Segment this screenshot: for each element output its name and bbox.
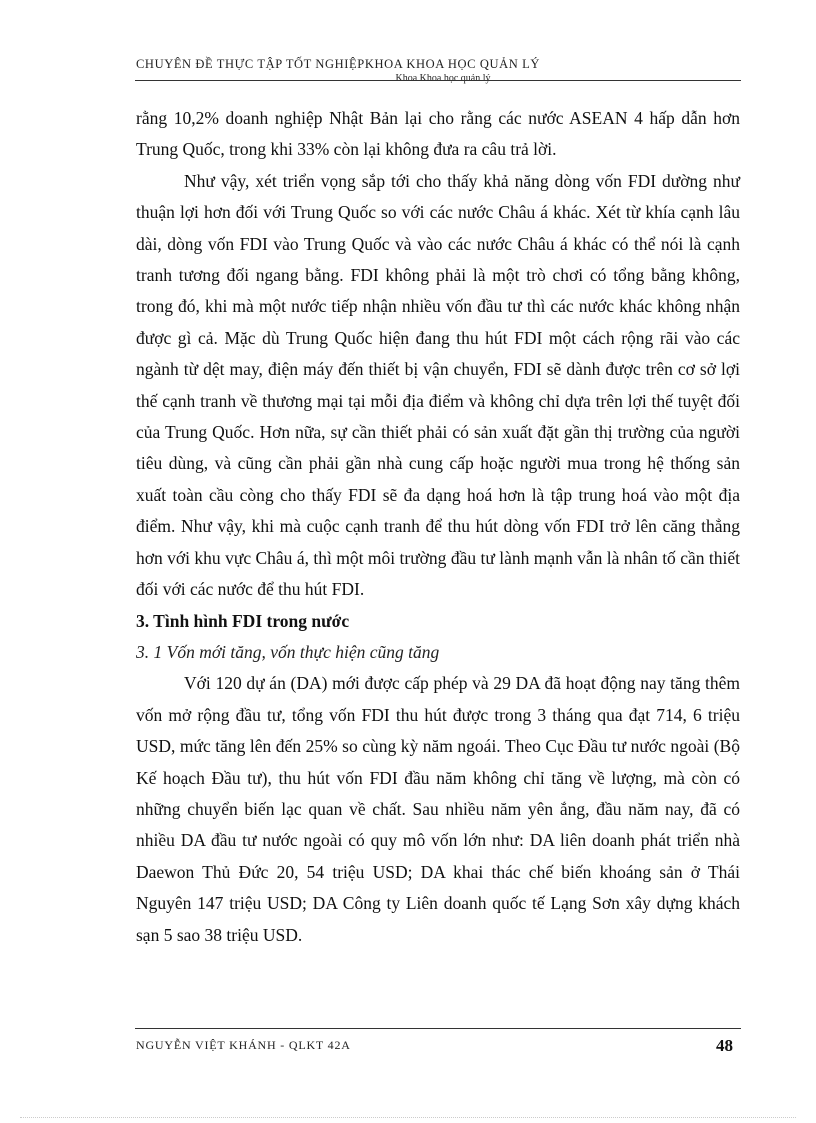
paragraph-2: Như vậy, xét triển vọng sắp tới cho thấy khả năng dòng vốn FDI dường như thuận lợi hơn đối với Trung Quốc so với các nước Châu á khác. Xét từ khía cạnh lâu dài, dòng vốn FDI vào Trung Quốc và vào các nước Châu á khác có thể nói là cạnh tranh tương đối ngang bằng. FDI không phải là một trò chơi có tổng bằng không, trong đó, khi mà một nước tiếp nhận nhiều vốn đầu tư thì các nước khác không nhận được gì cả. Mặc dù Trung Quốc hiện đang thu hút FDI một cách rộng rãi vào các ngành từ dệt may, điện máy đến thiết bị vận chuyển, FDI sẽ dành được trên cơ sở lợi thế cạnh tranh về thương mại tại mỗi địa điểm và không chỉ dựa trên lợi thế tuyệt đối của Trung Quốc. Hơn nữa, sự cần thiết phải có sản xuất đặt gần thị trường của người tiêu dùng, và cũng cần phải gần nhà cung cấp hoặc người mua trong hệ thống sản xuất toàn cầu còng cho thấy FDI sẽ đa dạng hoá hơn là tập trung hoá vào một địa điểm. Như vậy, khi mà cuộc cạnh tranh để thu hút dòng vốn FDI trở lên căng thẳng hơn với khu vực Châu á, thì một môi trường đầu tư lành mạnh vẫn là nhân tố cần thiết đối với các nước để thu hút FDI.	[136, 170, 740, 600]
section-heading-3: 3. Tình hình FDI trong nước	[136, 610, 350, 631]
header-title: CHUYÊN ĐỀ THỰC TẬP TỐT NGHIỆPKHOA KHOA HỌC QUẢN LÝ	[136, 57, 540, 71]
footer-author: NGUYỄN VIỆT KHÁNH - QLKT 42A	[136, 1038, 351, 1052]
page-number: 48	[716, 1036, 733, 1055]
page-bottom-border	[20, 1117, 796, 1118]
footer-divider	[135, 1028, 741, 1029]
page-body	[136, 103, 740, 951]
header-subtitle: Khoa Khoa học quản lý	[395, 73, 491, 84]
subsection-heading-3-1: 3. 1 Vốn mới tăng, vốn thực hiện cũng tăng	[136, 641, 440, 662]
header-divider	[135, 80, 741, 81]
paragraph-1: rằng 10,2% doanh nghiệp Nhật Bản lại cho rằng các nước ASEAN 4 hấp dẫn hơn Trung Quốc, trong khi 33% còn lại không đưa ra câu trả lời.	[136, 108, 740, 160]
paragraph-3: Với 120 dự án (DA) mới được cấp phép và 29 DA đã hoạt động nay tăng thêm vốn mở rộng đầu tư, tổng vốn FDI thu hút được trong 3 tháng qua đạt 714, 6 triệu USD, mức tăng lên đến 25% so cùng kỳ năm ngoái. Theo Cục Đầu tư nước ngoài (Bộ Kế hoạch Đầu tư), thu hút vốn FDI đầu năm không chỉ tăng về lượng, mà còn có những chuyển biến lạc quan về chất. Sau nhiều năm yên ắng, đầu năm nay, đã có nhiều DA đầu tư nước ngoài có quy mô vốn lớn như: DA liên doanh phát triển nhà Daewon Thủ Đức 20, 54 triệu USD; DA khai thác chế biến khoáng sản ở Thái Nguyên 147 triệu USD; DA Công ty Liên doanh quốc tế Lạng Sơn xây dựng khách sạn 5 sao 38 triệu USD.	[136, 673, 740, 945]
